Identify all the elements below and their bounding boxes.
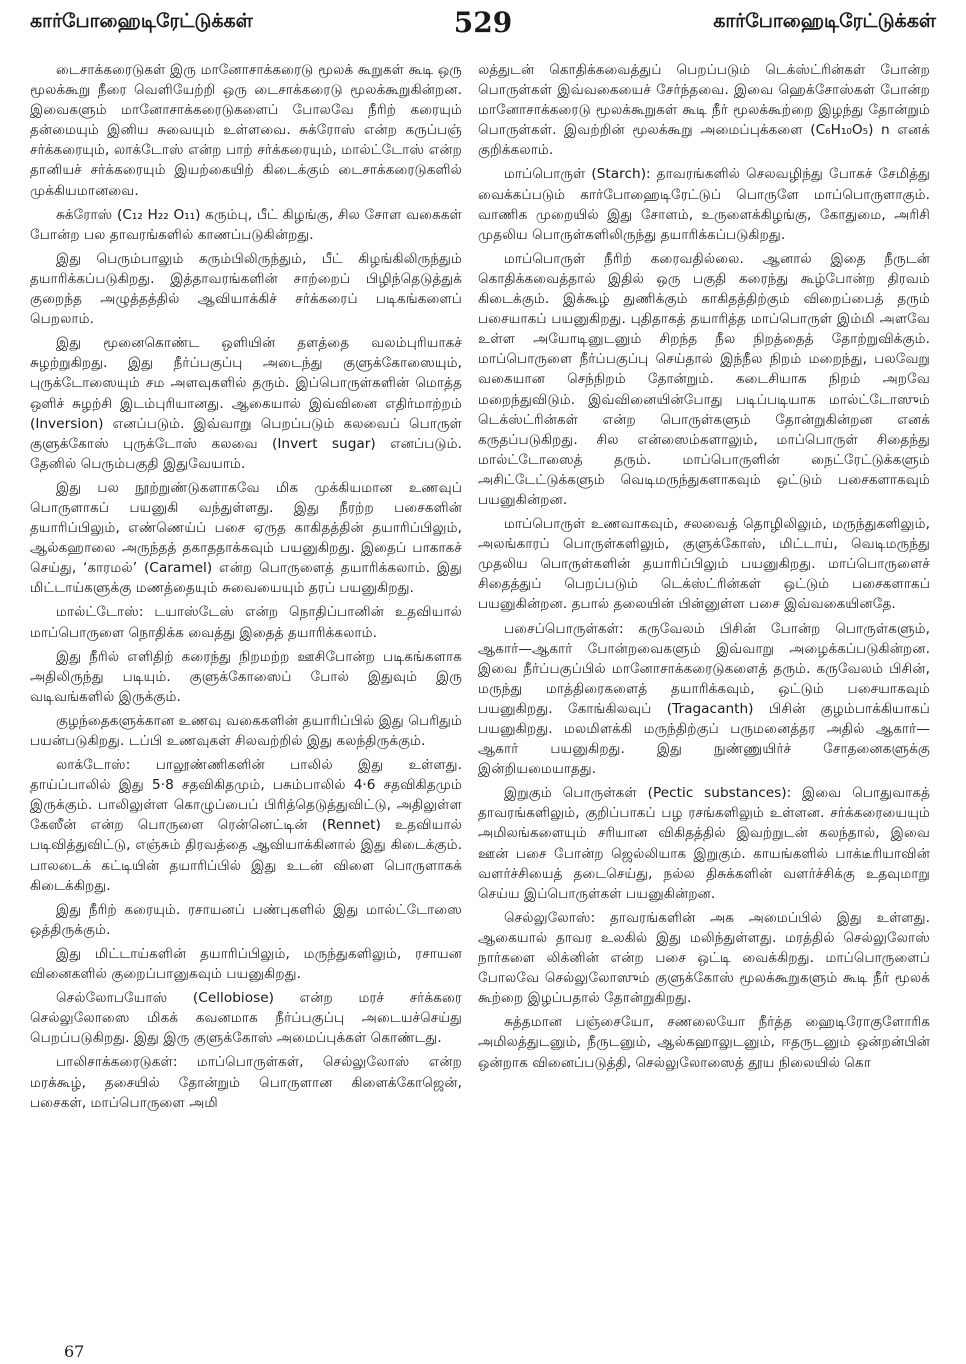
left-column xyxy=(30,60,462,1330)
running-head-left: கார்போஹைடிரேட்டுக்கள் xyxy=(30,10,253,32)
paragraph: பாலிசாக்கரைடுகள்: மாப்பொருள்கள், செல்லுலோஸ் என்ற மரக்கூழ், தசையில் தோன்றும் பொருளான கிளைக்கோஜென், பசைகள், மாப்பொருளை அமி xyxy=(30,1054,462,1111)
paragraph: செல்லோபயோஸ் (Cellobiose) என்ற மரச் சர்க்கரை செல்லுலோஸை மிகக் கவனமாக நீர்ப்பகுப்பு அடையச்செய்து பெறப்படுகிறது. இது இரு குளுக்கோஸ் அமைப்புக்கள் கொண்டது. xyxy=(30,990,462,1047)
paragraph: மாப்பொருள் நீரிற் கரைவதில்லை. ஆனால் இதை நீருடன் கொதிக்கவைத்தால் இதில் ஒரு பகுதி கரைந்து கூழ்போன்ற திரவம் கிடைக்கும். இக்கூழ் துணிக்கும் காகிதத்திற்கும் விறைப்பைத் தரும் பசையாகப் பயனுகிறது. புதிதாகத் தயாரித்த மாப்பொருள் இம்மி அளவே உள்ள அயோடினுடனும் சிறந்த நீல நிறத்தைத் தோற்றுவிக்கும். மாப்பொருளை நீர்ப்பகுப்பு செய்தால் இந்நீல நிறம் மறைந்து, பலவேறு வகையான செந்நிறம் தோன்றும். கடைசியாக நிறம் அறவே மறைந்துவிடும். இவ்வினையின்போது படிப்படியாக மால்ட்டோஸும் டெக்ஸ்ட்ரின்கள் என்ற பொருள்களும் தோன்றுகின்றன எனக் கருதப்படுகிறது. சில என்ஸைம்களாலும், மாப்பொருள் சிதைந்து மால்ட்டோஸைத் தரும். மாப்பொருளின் நைட்ரேட்டுக்களும் அசிட்டேட்டுக்களும் வெடிமருந்துகளாகவும் ஒட்டும் பசைகளாகவும் பயனுகின்றன. xyxy=(478,250,930,508)
paragraph: குழந்தைகளுக்கான உணவு வகைகளின் தயாரிப்பில் இது பெரிதும் பயன்படுகிறது. டப்பி உணவுகள் சிலவற்றில் இது கலந்திருக்கும். xyxy=(30,712,462,749)
paragraph: மாப்பொருள் (Starch): தாவரங்களில் செலவழிந்து போகச் சேமித்து வைக்கப்படும் கார்போஹைடிரேட்டுப் பொருளே மாப்பொருளாகும். வாணிக முறையில் இது சோளம், உருளைக்கிழங்கு, கோதுமை, அரிசி முதலிய பொருள்களிலிருந்து தயாரிக்கப்படுகிறது. xyxy=(478,166,930,243)
running-head-right: கார்போஹைடிரேட்டுக்கள் xyxy=(713,10,936,32)
page-header xyxy=(24,6,942,46)
right-column xyxy=(478,60,930,1330)
paragraph: டைசாக்கரைடுகள் இரு மானோசாக்கரைடு மூலக் கூறுகள் கூடி ஒரு மூலக்கூறு நீரை வெளியேற்றி ஒரு டைசாக்கரைடு மூலக்கூறுகின்றன. இவைகளும் மானோசாக்கரைடுகளைப் போலவே நீரிற் கரையும் தன்மையும் இனிய சுவையும் உள்ளவை. சுக்ரோஸ் என்ற கருப்பஞ் சர்க்கரையும், லாக்டோஸ் என்ற பாற் சர்க்கரையும், மால்ட்டோஸ் என்ற தானியச் சர்க்கரையும் இயற்கையிற் கிடைக்கும் டைசாக்கரைடுகளில் முக்கியமானவை. xyxy=(30,62,462,199)
paragraph: லத்துடன் கொதிக்கவைத்துப் பெறப்படும் டெக்ஸ்ட்ரின்கள் போன்ற பொருள்கள் இவ்வகையைச் சேர்ந்தவை. இவை ஹெக்சோஸ்கள் போன்ற மானோசாக்கரைடு மூலக்கூறுகள் கூடி நீர் மூலக்கூற்றை இழந்து தோன்றும் பொருள்கள். இவற்றின் மூலக்கூறு அமைப்புக்களை (C₆H₁₀O₅) n எனக் குறிக்கலாம். xyxy=(478,62,930,159)
paragraph: இது மூனைகொண்ட ஒளியின் தளத்தை வலம்புரியாகச் சுழற்றுகிறது. இது நீர்ப்பகுப்பு அடைந்து குளுக்கோஸையும், புருக்டோஸையும் சம அளவுகளில் தரும். இப்பொருள்களின் மொத்த ஒளிச் சுழற்சி இடம்புரியானது. ஆகையால் இவ்வினை எதிர்மாற்றம் (Inversion) எனப்படும். இவ்வாறு பெறப்படும் கலவைப் பொருள் குளுக்கோஸ் புருக்டோஸ் கலவை (Invert sugar) எனப்படும். தேனில் பெரும்பகுதி இதுவேயாம். xyxy=(30,335,462,472)
paragraph: சுத்தமான பஞ்சையோ, சணலையோ நீர்த்த ஹைடிரோகுளோரிக அமிலத்துடனும், நீருடனும், ஆல்கஹாலுடனும், ஈதருடனும் ஒன்றன்பின் ஒன்றாக வினைப்படுத்தி, செல்லுலோஸைத் தூய நிலையில் கொ xyxy=(478,1014,930,1071)
footer-number: 67 xyxy=(64,1342,85,1361)
page-number: 529 xyxy=(453,6,513,39)
paragraph: இது மிட்டாய்களின் தயாரிப்பிலும், மருந்துகளிலும், ரசாயன வினைகளில் குறைப்பானுகவும் பயனுகிறது. xyxy=(30,945,462,983)
paragraph: மாப்பொருள் உணவாகவும், சலவைத் தொழிலிலும், மருந்துகளிலும், அலங்காரப் பொருள்களிலும், குளுக்கோஸ், மிட்டாய், வெடிமருந்து முதலிய பொருள்களின் தயாரிப்பிலும் பயனுகிறது. மாப்பொருளைச் சிதைத்துப் பெறப்படும் டெக்ஸ்ட்ரின்கள் ஒட்டும் பசைகளாகப் பயனுகின்றன. தபால் தலையின் பின்னுள்ள பசை இவ்வகையினதே. xyxy=(478,516,930,613)
paragraph: மால்ட்டோஸ்: டயாஸ்டேஸ் என்ற நொதிப்பானின் உதவியால் மாப்பொருளை நொதிக்க வைத்து இதைத் தயாரிக்கலாம். xyxy=(30,604,462,641)
paragraph: இது பல நூற்றுண்டுகளாகவே மிக முக்கியமான உணவுப் பொருளாகப் பயனுகி வந்துள்ளது. இது நீரற்ற பசைகளின் தயாரிப்பிலும், எண்ணெய்ப் பசை ஏருத காகிதத்தின் தயாரிப்பிலும், ஆல்கஹாலை அருந்தத் தகாததாக்கவும் பயனுகிறது. இதைப் பாகாகச் செய்து, ‘காரமல்’ (Caramel) என்ற பொருளைத் தயாரிக்கலாம். இது மிட்டாய்களுக்கு மணத்தையும் சுவையையும் தரப் பயனுகிறது. xyxy=(30,479,462,597)
paragraph: இது நீரில் எளிதிற் கரைந்து நிறமற்ற ஊசிபோன்ற படிகங்களாக அதிலிருந்து படியும். குளுக்கோஸைப் போல் இதுவும் இரு வடிவங்களில் இருக்கும். xyxy=(30,648,462,705)
paragraph: இறுகும் பொருள்கள் (Pectic substances): இவை பொதுவாகத் தாவரங்களிலும், குறிப்பாகப் பழ ரசங்களிலும் உள்ளன. சர்க்கரையையும் அமிலங்களையும் சரியான விகிதத்தில் இவற்றுடன் கலந்தால், இவை ஊன் பசை போன்ற ஜெல்லியாக இறுகும். காயங்களில் பாக்டீரியாவின் வளர்ச்சியைத் தடைசெய்து, நல்ல திசுக்களின் வளர்ச்சிக்கு உதவுமாறு செய்ய இப்பொருள்கள் பயனுகின்றன. xyxy=(478,785,930,902)
paragraph: பசைப்பொருள்கள்: கருவேலம் பிசின் போன்ற பொருள்களும், ஆகார்—ஆகார் போன்றவைகளும் இவ்வாறு அழைக்கப்படுகின்றன. இவை நீர்ப்பகுப்பில் மானோசாக்கரைடுகளைத் தரும். கருவேலம் பிசின், மருந்து மாத்திரைகளைத் தயாரிக்கவும், ஒட்டும் பசையாகவும் பயனுகிறது. கோங்கிலவுப் (Tragacanth) பிசின் குழம்பாக்கியாகப் பயனுகிறது. மலமிளக்கி மருந்திற்குப் பருமனைத்தர அதில் ஆகார்—ஆகார் பயனுகிறது. இது நுண்ணுயிர்ச் சோதனைகளுக்கு இன்றியமையாதது. xyxy=(478,620,930,778)
paragraph: இது நீரிற் கரையும். ரசாயனப் பண்புகளில் இது மால்ட்டோஸை ஒத்திருக்கும். xyxy=(30,901,462,938)
paragraph: லாக்டோஸ்: பாலூண்ணிகளின் பாலில் இது உள்ளது. தாய்ப்பாலில் இது 5·8 சதவிகிதமும், பசும்பாலில் 4·6 சதவிகிதமும் இருக்கும். பாலிலுள்ள கொழுப்பைப் பிரித்தெடுத்துவிட்டு, அதிலுள்ள கேஸீன் என்ற பொருளை ரென்னெட்டின் (Rennet) உதவியால் படிவித்துவிட்டு, எஞ்சும் திரவத்தை ஆவியாக்கினால் இது கிடைக்கும். பாலடைக் கட்டியின் தயாரிப்பில் இது உடன் விளை பொருளாகக் கிடைக்கிறது. xyxy=(30,757,462,894)
paragraph: செல்லுலோஸ்: தாவரங்களின் அக அமைப்பில் இது உள்ளது. ஆகையால் தாவர உலகில் இது மலிந்துள்ளது. மரத்தில் செல்லுலோஸ் நார்களை லிக்னின் என்ற பசை ஒட்டி வைக்கிறது. மாப்பொருளைப் போலவே செல்லுலோஸும் குளுக்கோஸ் மூலக்கூறுகளும் கூடி நீர் மூலக் கூற்றை இழப்பதால் தோன்றுகிறது. xyxy=(478,909,930,1007)
paragraph: இது பெரும்பாலும் கரும்பிலிருந்தும், பீட் கிழங்கிலிருந்தும் தயாரிக்கப்படுகிறது. இத்தாவரங்களின் சாற்றைப் பிழிந்தெடுத்துக் குறைந்த அழுத்தத்தில் ஆவியாக்கிச் சர்க்கரைப் படிகங்களைப் பெறலாம். xyxy=(30,250,462,328)
paragraph: சுக்ரோஸ் (C₁₂ H₂₂ O₁₁) கரும்பு, பீட் கிழங்கு, சில சோள வகைகள் போன்ற பல தாவரங்களில் காணப்படுகின்றது. xyxy=(30,206,462,243)
